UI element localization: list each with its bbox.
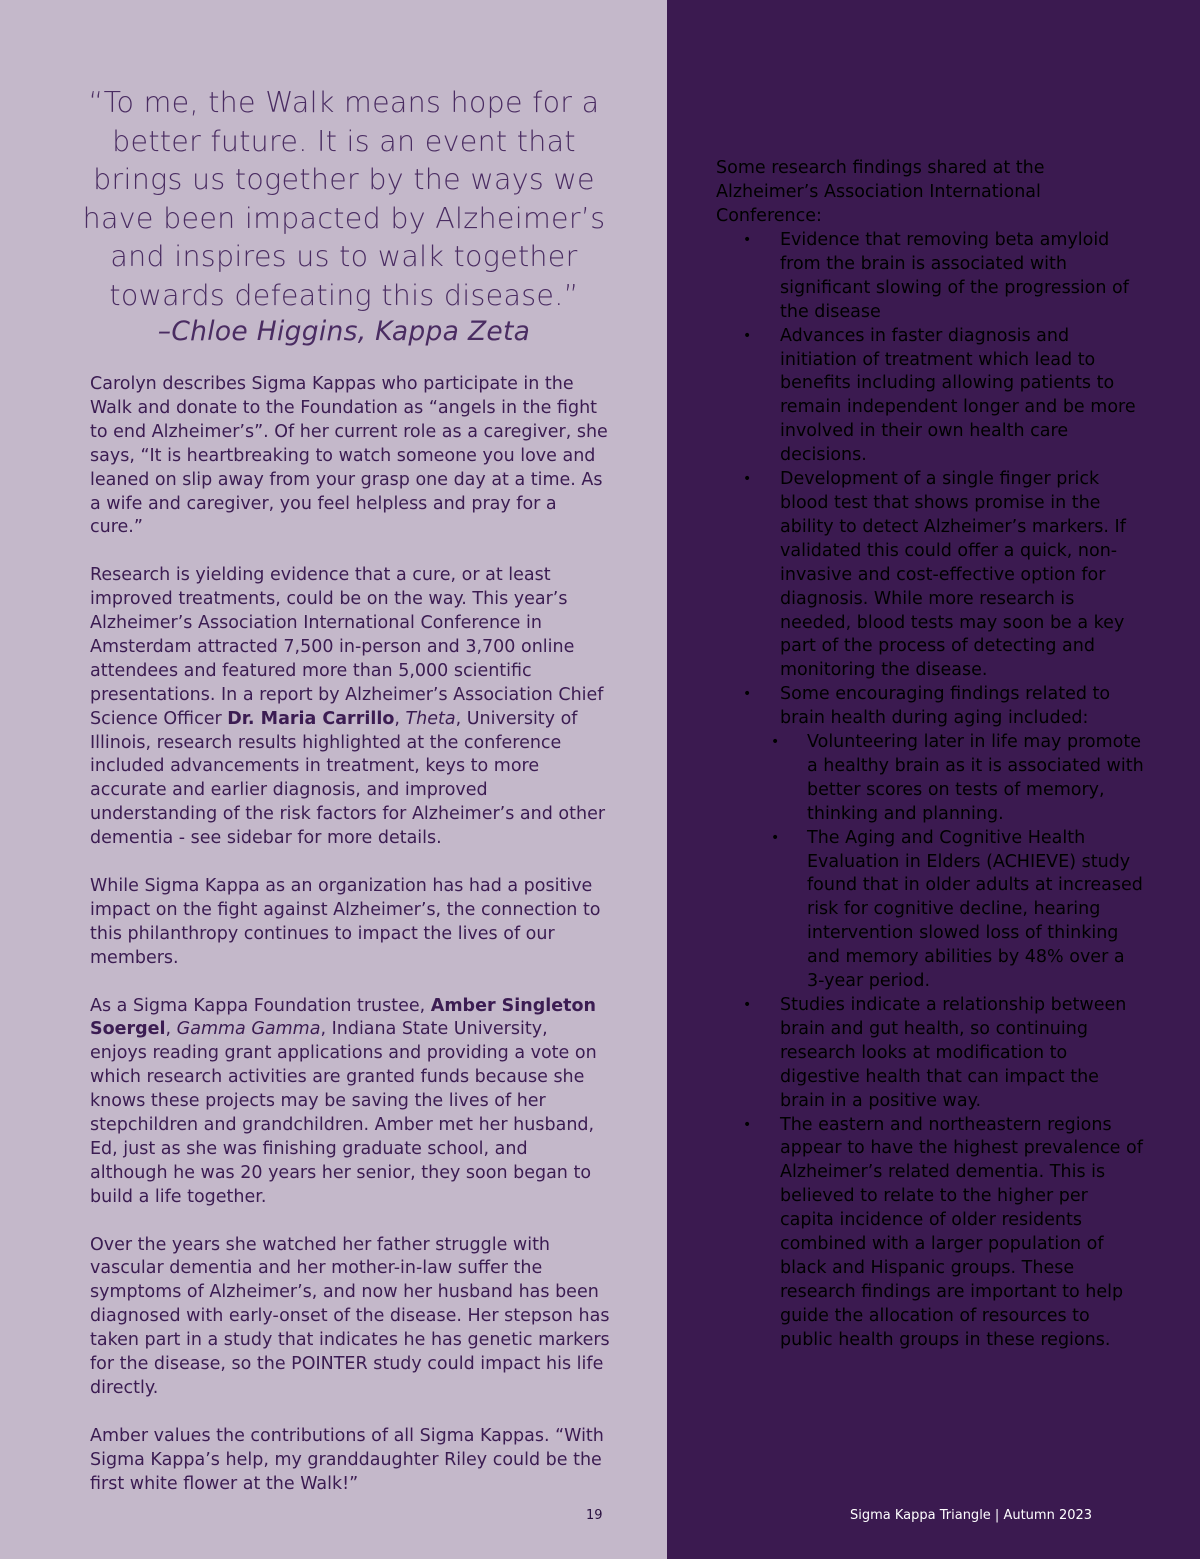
paragraph-organization: While Sigma Kappa as an organization has had a positive impact on the fight against Alzheimer’s, the connection to this philanthropy continues to impact the lives of our members. [90,876,601,968]
name-maria-carrillo: Dr. Maria Carrillo [227,708,395,729]
sidebar-findings-list [716,229,1146,1353]
paragraph-amber [90,995,610,1210]
paragraph-research [90,564,610,851]
paragraph-closing: Amber values the contributions of all Sigma Kappas. “With Sigma Kappa’s help, my granddaughter Riley could be the first white flower at the Walk!” [90,1425,604,1494]
bullet-icon: • [743,232,752,248]
list-item-text: Some encouraging findings related to brain health during aging included: [780,684,1111,729]
sub-list-item [771,731,1146,827]
list-item [716,1114,1146,1353]
list-item [716,229,1146,325]
paragraph-amber-text: As a Sigma Kappa Foundation trustee, [90,995,431,1016]
article-body [90,373,610,1520]
list-item-text: Evidence that removing beta amyloid from the brain is associated with significant slowing of the progression of the disease [780,230,1129,322]
sub-list-item [771,827,1146,994]
list-item-text: Advances in faster diagnosis and initiation of treatment which lead to benefits including allowing patients to remain independent longer and be more involved in their own health care decisions. [780,325,1136,466]
magazine-footer: Sigma Kappa Triangle | Autumn 2023 [850,1508,1093,1523]
list-item [716,468,1146,683]
paragraph-carolyn: Carolyn describes Sigma Kappas who participate in the Walk and donate to the Foundation as “angels in the fight to end Alzheimer’s”. Of her current role as a caregiver, she says, “It is heartbreaking to watch someone you love and leaned on slip away from your grasp one day at a time. As a wife and caregiver, you feel helpless and pray for a cure.” [90,374,608,538]
bullet-icon: • [771,734,780,751]
bullet-icon: • [743,686,752,703]
bullet-icon: • [743,1116,752,1133]
sidebar-intro: Some research findings shared at the Alzheimer’s Association International Conference: [716,158,1045,226]
sub-list-item-text: The Aging and Cognitive Health Evaluation in Elders (ACHIEVE) study found that in older adults at increased risk for cognitive decline, hearing intervention slowed loss of thinking and memory abilities by 48% over a 3-year period. [807,827,1143,992]
bullet-icon: • [743,997,752,1013]
list-item-text: Development of a single finger prick blood test that shows promise in the ability to detect Alzheimer’s markers. If validated this could offer a quick, non-invasive and cost-effective option for diagnosis. While more research is needed, blood tests may soon be a key part of the process of detecting and monitoring the disease. [780,469,1126,681]
paragraph-research-text-2: , University of Illinois, research results highlighted at the conference included advancements in treatment, keys to more accurate and earlier diagnosis, and improved understanding of the risk factors for Alzheimer’s and other dementia - see sidebar for more details. [90,708,606,849]
list-item [716,683,1146,994]
name-amber-soergel: Amber Singleton Soergel [90,995,596,1040]
list-item [716,325,1146,468]
separator: , [165,1019,177,1040]
chapter-gamma-gamma: Gamma Gamma [176,1019,321,1040]
chapter-theta: Theta [405,708,456,729]
page-number: 19 [586,1508,603,1523]
bullet-icon: • [743,471,752,488]
paragraph-family: Over the years she watched her father struggle with vascular dementia and her mother-in-law suffer the symptoms of Alzheimer’s, and now her husband has been diagnosed with early-onset of the disease. Her stepson has taken part in a study that indicates he has genetic markers for the disease, so the POINTER study could impact his life directly. [90,1234,610,1398]
list-item-text: Studies indicate a relationship between brain and gut health, so continuing research looks at modification to digestive health that can impact the brain in a positive way. [780,995,1127,1111]
paragraph-research-text: Research is yielding evidence that a cure, or at least improved treatments, could be on the way. This year’s Alzheimer’s Association International Conference in Amsterdam attracted 7,500 in-person and 3,700 online attendees and featured more than 5,000 scientific presentations. In a report by Alzheimer’s Association Chief Science Officer [90,565,604,729]
separator: , [394,708,406,729]
pull-quote [70,84,618,348]
sub-list-item-text: Volunteering later in life may promote a healthy brain as it is associated with better scores on tests of memory, thinking and planning. [807,732,1144,824]
bullet-icon: • [771,829,780,846]
paragraph-amber-text-2: , Indiana State University, enjoys reading grant applications and providing a vote on which research activities are granted funds because she knows these projects may be saving the lives of her stepchildren and grandchildren. Amber met her husband, Ed, just as she was finishing graduate school, and although he was 20 years her senior, they soon began to build a life together. [90,1019,597,1207]
bullet-icon: • [743,327,752,344]
list-item-text: The eastern and northeastern regions appear to have the highest prevalence of Alzheimer’s related dementia. This is believed to relate to the higher per capita incidence of older residents combined with a larger population of black and Hispanic groups. These research findings are important to help guide the allocation of resources to public health groups in these regions. [780,1114,1143,1350]
pull-quote-attribution: –Chloe Higgins, Kappa Zeta [157,316,531,347]
list-item [716,994,1146,1114]
sidebar-sub-list [771,731,1146,994]
pull-quote-text: “To me, the Walk means hope for a better future. It is an event that brings us together by the ways we have been impacted by Alzheimer’s and inspires us to walk together towards defeating this disease.” [82,86,606,312]
